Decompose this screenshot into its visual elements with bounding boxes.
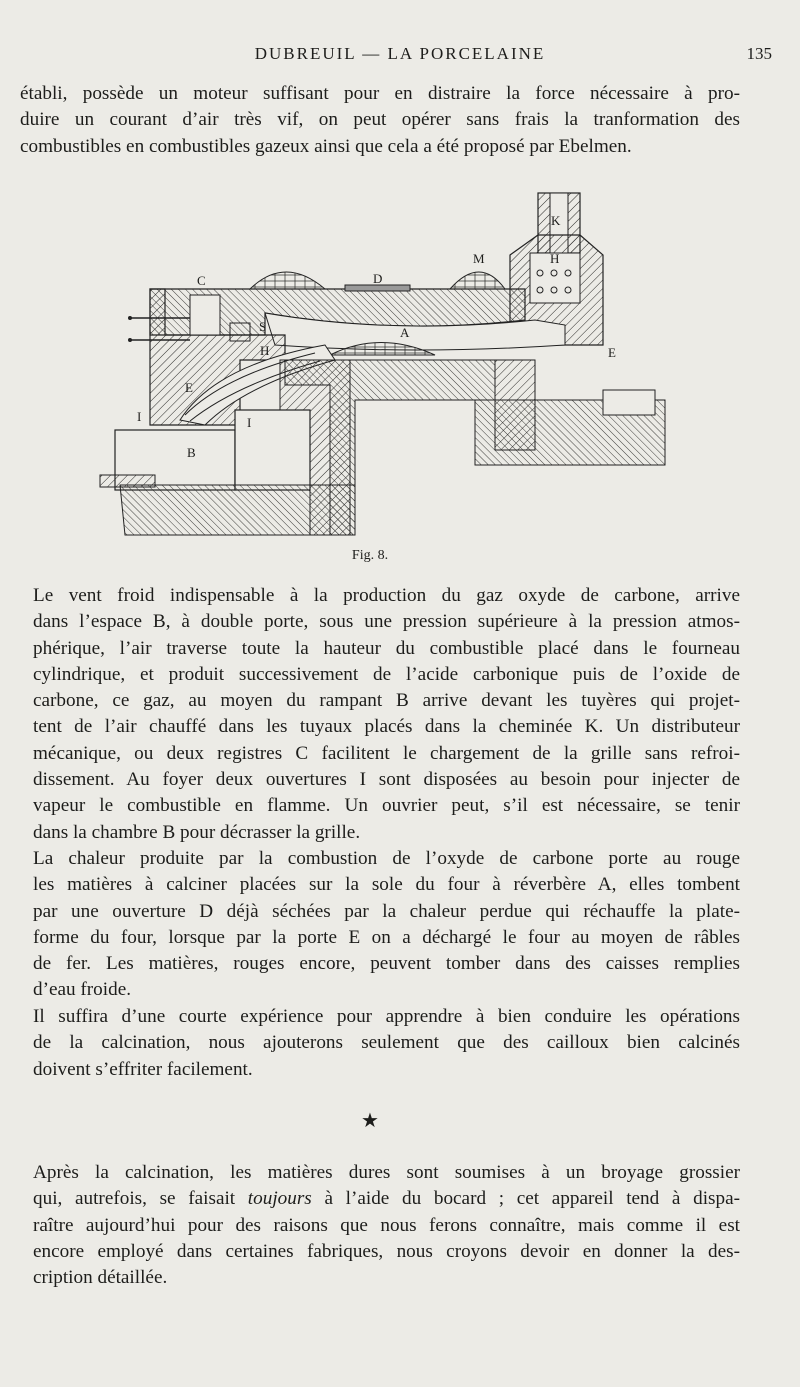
text-line: forme du four, lorsque par la porte E on a déchargé le four au moyen de râbles (33, 926, 740, 948)
running-title: DUBREUIL — LA PORCELAINE (254, 44, 546, 63)
figure-caption: Fig. 8. (351, 548, 389, 563)
label-a: A (400, 325, 410, 340)
label-i-mid: I (247, 415, 252, 430)
text-line: Le vent froid indispensable à la production du gaz oxyde de carbone, arrive (33, 585, 740, 606)
text-line (20, 1186, 740, 1212)
text-line: tent de l’air chauffé dans les tuyaux placés dans la cheminée K. Un distributeur (33, 716, 740, 738)
label-h: H (260, 343, 270, 358)
furnace-diagram (95, 185, 670, 545)
text-line: cription détaillée. (33, 1267, 168, 1289)
text-line: duire un courant d’air très vif, on peut opérer sans frais la tranformation des (20, 109, 740, 131)
text-line: doivent s’effriter facilement. (33, 1058, 253, 1080)
text-line: d’eau froide. (33, 979, 132, 1001)
text-line: de la calcination, nous ajouterons seulement que des cailloux bien calcinés (33, 1032, 740, 1054)
text-line: de fer. Les matières, rouges encore, peuvent tomber dans des caisses remplies (33, 953, 740, 975)
page-number: 135 (746, 44, 772, 63)
text-line: La chaleur produite par la combustion de l’oxyde de carbone porte au rouge (33, 848, 740, 869)
paragraph-3 (20, 1004, 740, 1083)
text-line: vapeur le combustible en flamme. Un ouvrier peut, s’il est nécessaire, se tenir (33, 795, 740, 817)
label-s: S (259, 319, 267, 334)
label-m: M (473, 251, 485, 266)
label-e-right: E (608, 345, 616, 360)
text-line: mécanique, ou deux registres C facilitent le chargement de la grille sans refroi- (33, 742, 740, 764)
label-b: B (187, 445, 196, 460)
text-line: combustibles en combustibles gazeux ainsi que cela a été proposé par Ebelmen. (20, 135, 632, 157)
label-i-left: I (137, 409, 142, 424)
text-line: Après la calcination, les matières dures sont soumises à un broyage grossier (33, 1162, 740, 1183)
top-paragraph (20, 81, 740, 160)
label-d: D (373, 271, 383, 286)
text-run: qui, autrefois, se faisait (33, 1188, 248, 1210)
text-line: carbone, ce gaz, au moyen du rampant B arrive devant les tuyères qui projet- (33, 690, 740, 712)
text-line: les matières à calciner placées sur la sole du four à réverbère A, elles tombent (33, 874, 740, 896)
emphasis-text: toujours (247, 1188, 312, 1210)
text-line: raître aujourd’hui pour des raisons que nous ferons connaître, mais comme il est (33, 1214, 740, 1236)
label-c: C (197, 273, 206, 288)
text-line: par une ouverture D déjà séchées par la chaleur perdue qui réchauffe la plate- (33, 900, 740, 922)
text-line: dans l’espace B, à double porte, sous une pression supérieure à la pression atmos- (33, 611, 740, 633)
text-line: Il suffira d’une courte expérience pour apprendre à bien conduire les opérations (33, 1006, 740, 1027)
text-line: dans la chambre B pour décrasser la grille. (33, 821, 361, 843)
page-header (0, 44, 800, 68)
text-run: à l’aide du bocard ; cet appareil tend à dispa- (311, 1188, 740, 1210)
text-line: établi, possède un moteur suffisant pour en distraire la force nécessaire à pro- (20, 83, 740, 104)
text-line: encore employé dans certaines fabriques, nous croyons devoir en donner la des- (33, 1240, 740, 1262)
paragraph-1 (20, 583, 740, 846)
label-e-left: E (185, 380, 193, 395)
section-separator: ★ (361, 1108, 379, 1132)
text-line: cylindrique, et produit successivement de l’acide carbonique puis de l’oxide de (33, 663, 740, 685)
label-k: K (551, 213, 561, 228)
paragraph-2 (20, 846, 740, 1004)
label-h-top: H (550, 251, 560, 266)
paragraph-4 (20, 1160, 740, 1291)
text-line: dissement. Au foyer deux ouvertures I sont disposées au besoin pour injecter de (33, 769, 740, 791)
text-line: phérique, l’air traverse toute la hauteur du combustible placé dans le fourneau (33, 637, 740, 659)
